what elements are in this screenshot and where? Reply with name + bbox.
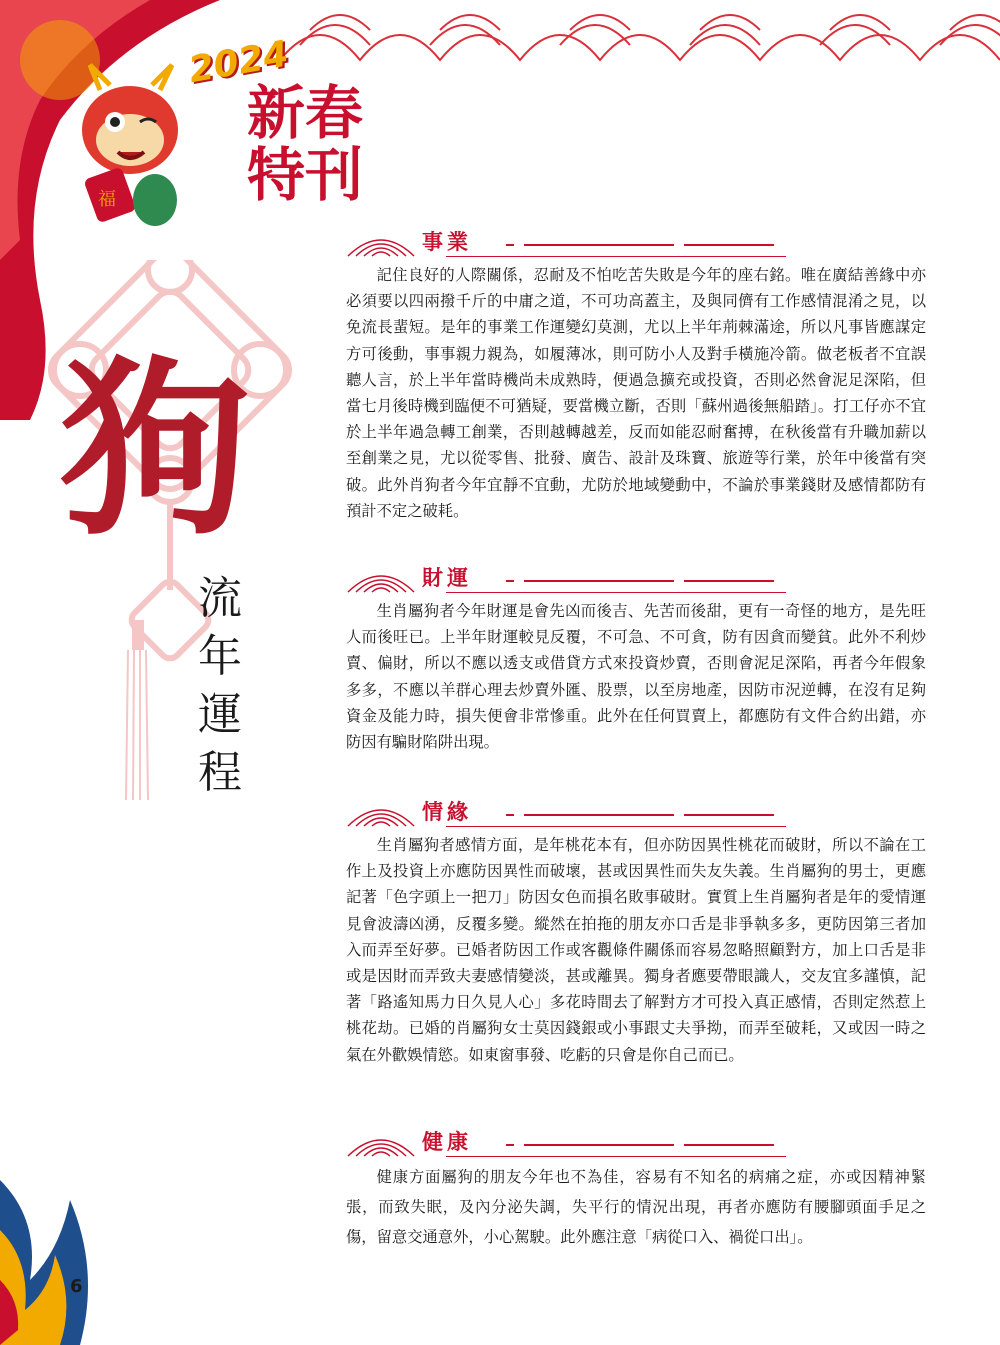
title-line-2: 特刊 (246, 141, 363, 209)
section-title: 事業 (422, 230, 472, 254)
section-header (346, 798, 926, 830)
section-title: 健康 (422, 1130, 472, 1154)
vertical-subtitle (185, 570, 255, 802)
subtitle-char: 程 (198, 747, 242, 798)
section-career (346, 228, 926, 524)
section-body: 健康方面屬狗的朋友今年也不為佳，容易有不知名的病痛之症，亦或因精神緊張，而致失眠，及內分泌失調，失平行的情況出現，再者亦應防有腰腳頭面手足之傷，留意交通意外，小心駕駛。此外應注意「病從口入、禍從口出」。 (346, 1168, 926, 1246)
section-body: 記住良好的人際關係，忍耐及不怕吃苦失敗是今年的座右銘。唯在廣結善緣中亦必須要以四兩撥千斤的中庸之道，不可功高蓋主，及與同儕有工作感情混淆之見，以免流長蜚短。是年的事業工作運變幻莫測，尤以上半年荊棘滿途，所以凡事皆應謀定方可後動，事事親力親為，如履薄冰，則可防小人及對手橫施冷箭。做老板者不宜誤聽人言，於上半年當時機尚未成熟時，便過急擴充或投資，否則必然會泥足深陷，但當七月後時機到臨便不可猶疑，要當機立斷，否則「蘇州過後無船踏」。打工仔亦不宜於上半年過急轉工創業，否則越轉越差，反而如能忍耐奮搏，在秋後當有升職加薪以至創業之見，尤以從零售、批發、廣告、設計及珠寶、旅遊等行業，於年中後當有突破。此外肖狗者今年宜靜不宜動，尤防於地域變動中，不論於事業錢財及感情都防有預計不定之破耗。 (346, 266, 926, 520)
subtitle-char: 運 (198, 689, 242, 740)
arch-ornament-icon (346, 800, 416, 828)
title-line-1: 新春 (246, 79, 363, 147)
section-wealth (346, 564, 926, 755)
zodiac-character: 狗 (59, 338, 250, 561)
section-body: 生肖屬狗者感情方面，是年桃花本有，但亦防因異性桃花而破財，所以不論在工作上及投資上亦應防因異性而破壞，甚或因異性而失友失義。生肖屬狗的男士，更應記著「色字頭上一把刀」防因女色而損名敗事破財。實質上生肖屬狗者是年的愛情運見會波濤凶湧，反覆多變。縱然在拍拖的朋友亦口舌是非爭執多多，更防因第三者加入而弄至好夢。已婚者防因工作或客觀條件關係而容易忽略照顧對方，加上口舌是非或是因財而弄致夫妻感情變淡，甚或離異。獨身者應要帶眼識人，交友宜多謹慎，記著「路遙知馬力日久見人心」多花時間去了解對方才可投入真正感情，否則定然惹上桃花劫。已婚的肖屬狗女士莫因錢銀或小事跟丈夫爭拗，而弄至破耗，又或因一時之氣在外歡娛情慾。如東窗事發、吃虧的只會是你自己而已。 (346, 836, 926, 1064)
arch-ornament-icon (346, 230, 416, 258)
arch-ornament-icon (346, 1130, 416, 1158)
page-number: 6 (70, 1276, 83, 1297)
svg-text:福: 福 (98, 189, 116, 210)
dragon-mascot-icon (60, 60, 210, 240)
section-header (346, 564, 926, 596)
section-title: 財運 (422, 566, 472, 590)
arch-ornament-icon (346, 566, 416, 594)
subtitle-char: 流 (198, 573, 242, 624)
section-love (346, 798, 926, 1068)
section-body: 生肖屬狗者今年財運是會先凶而後吉、先苦而後甜，更有一奇怪的地方，是先旺人而後旺已。上半年財運較見反覆，不可急、不可貪，防有因貪而變貧。此外不利炒賣、偏財，所以不應以透支或借貸方式來投資炒賣，否則會泥足深陷，再者今年假象多多，不應以羊群心理去炒賣外匯、股票，以至房地產，因防市況逆轉，在沒有足夠資金及能力時，損失便會非常慘重。此外在任何買賣上，都應防有文件合約出錯，亦防因有騙財陷阱出現。 (346, 602, 926, 752)
special-issue-title (235, 79, 375, 209)
section-header (346, 1128, 926, 1160)
tassel-decoration (118, 600, 158, 800)
section-health (346, 1128, 926, 1252)
flame-decoration (0, 1160, 130, 1345)
section-header (346, 228, 926, 260)
year-badge: 2024 (185, 33, 292, 92)
section-title: 情緣 (422, 800, 472, 824)
subtitle-char: 年 (198, 631, 242, 682)
